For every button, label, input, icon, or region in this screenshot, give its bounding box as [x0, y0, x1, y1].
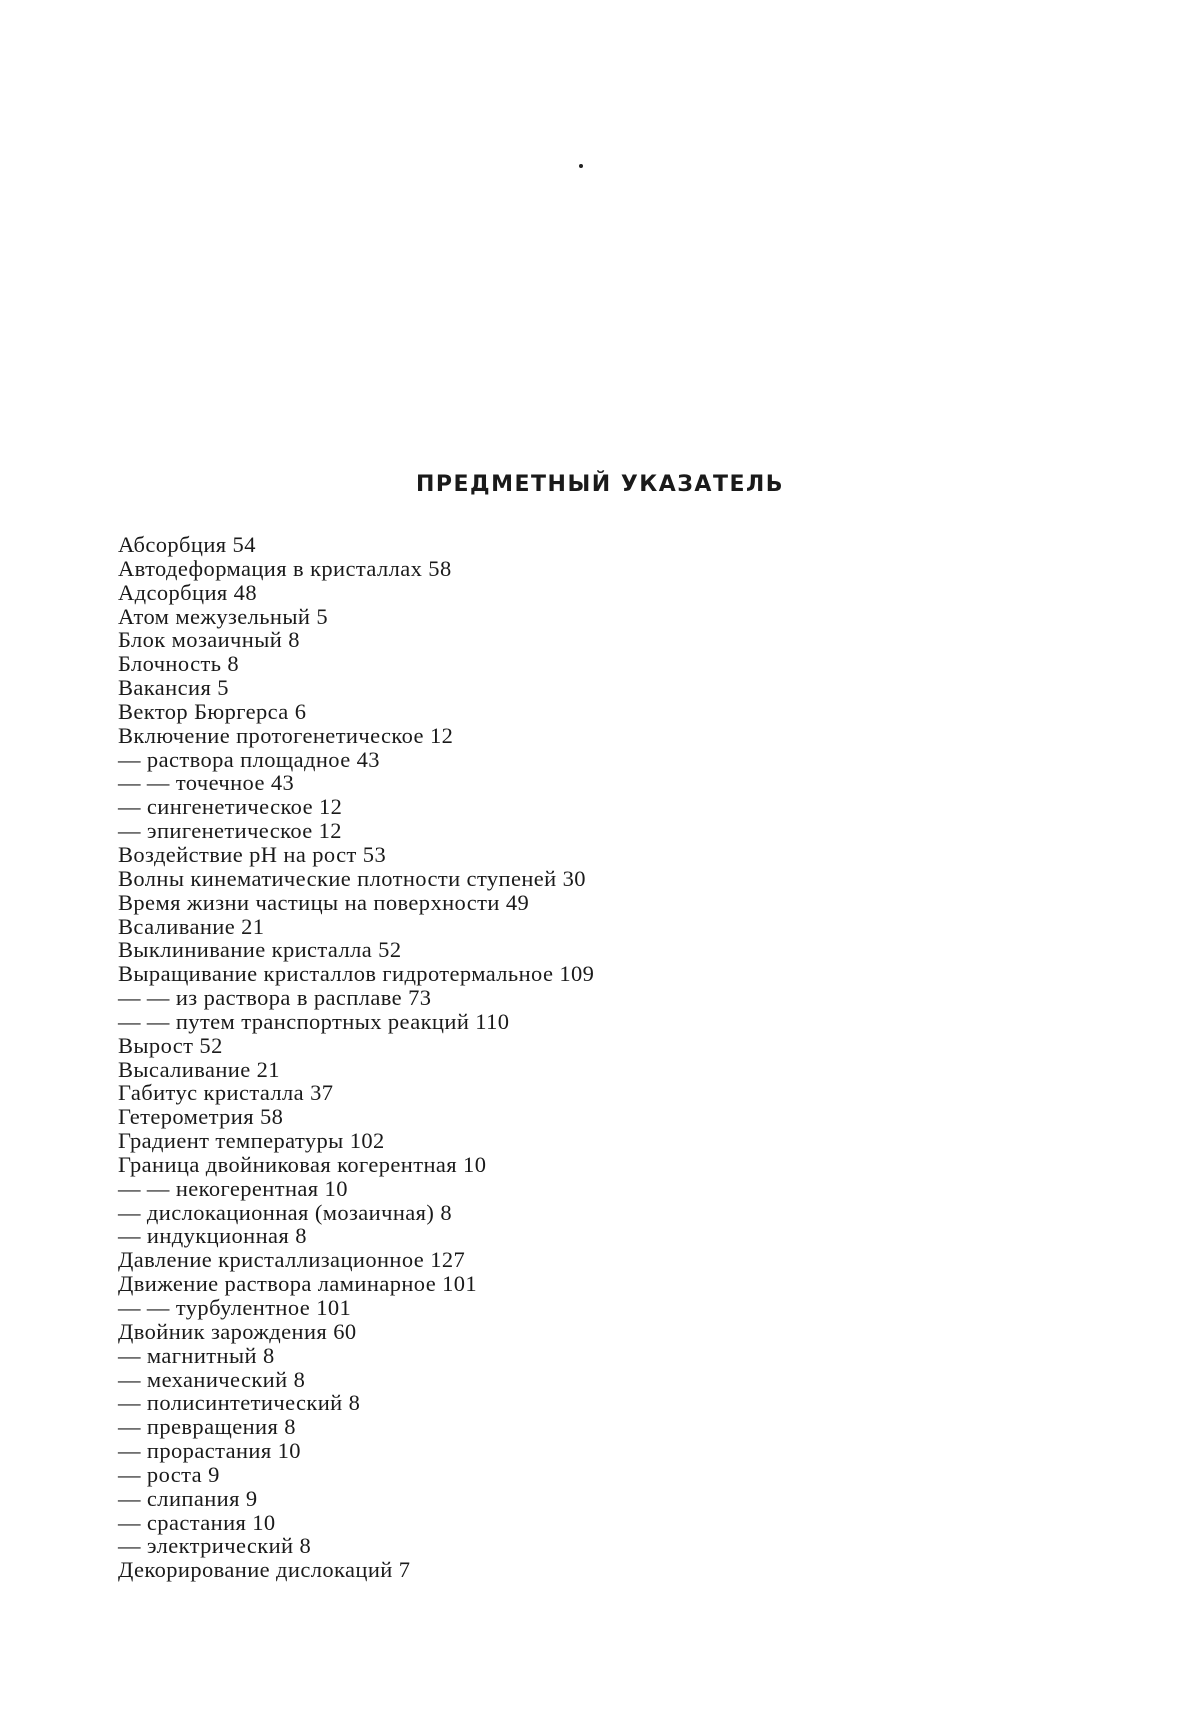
index-entry: Вакансия 5	[118, 675, 229, 701]
index-entry: Абсорбция 54	[118, 532, 256, 557]
index-entry: Габитус кристалла 37	[118, 1080, 334, 1106]
index-entry: Всаливание 21	[118, 913, 265, 939]
index-entry: Двойник зарождения 60	[118, 1318, 357, 1344]
index-entry: Граница двойниковая когерентная 10	[118, 1151, 487, 1177]
index-entry: Время жизни частицы на поверхности 49	[118, 889, 530, 915]
index-entry: — индукционная 8	[118, 1223, 307, 1249]
index-entry: — — путем транспортных реакций 110	[118, 1008, 510, 1034]
index-entry: Воздействие pH на рост 53	[118, 841, 387, 867]
index-entry: Гетерометрия 58	[118, 1104, 284, 1130]
page-title: ПРЕДМЕТНЫЙ УКАЗАТЕЛЬ	[415, 472, 785, 497]
index-entry: Блок мозаичный 8	[118, 627, 300, 653]
index-entry: — дислокационная (мозаичная) 8	[118, 1199, 452, 1225]
index-entry: Высаливание 21	[118, 1056, 280, 1082]
index-entry: — слипания 9	[118, 1485, 258, 1511]
index-entry: Выклинивание кристалла 52	[118, 937, 402, 963]
index-entry: Волны кинематические плотности ступеней 30	[118, 865, 586, 891]
index-entry: Атом межузельный 5	[118, 603, 329, 629]
index-entry: — превращения 8	[118, 1414, 296, 1440]
index-entry: Градиент температуры 102	[118, 1128, 385, 1154]
index-entry: Декорирование дислокаций 7	[118, 1557, 411, 1583]
index-entry: — — некогерентная 10	[118, 1175, 348, 1201]
index-entry: — механический 8	[118, 1366, 306, 1392]
print-speck	[579, 164, 583, 168]
index-entry: Движение раствора ламинарное 101	[118, 1271, 478, 1297]
index-entry: Адсорбция 48	[118, 579, 257, 605]
index-entry: Автодеформация в кристаллах 58	[118, 555, 452, 581]
index-entry: — полисинтетический 8	[118, 1390, 361, 1416]
index-entry: — срастания 10	[118, 1509, 276, 1535]
index-entry: — — турбулентное 101	[118, 1295, 352, 1320]
index-entry: Вектор Бюргерса 6	[118, 698, 307, 724]
index-entry: Блочность 8	[118, 651, 240, 677]
index-entry: — — из раствора в расплаве 73	[118, 985, 432, 1011]
subject-index-list	[118, 533, 594, 1582]
index-entry: — прорастания 10	[118, 1438, 301, 1464]
index-entry: Вырост 52	[118, 1032, 223, 1058]
index-entry: — электрический 8	[118, 1533, 312, 1559]
index-entry: Выращивание кристаллов гидротермальное 109	[118, 961, 595, 987]
index-entry: — роста 9	[118, 1461, 220, 1487]
index-entry: — — точечное 43	[118, 770, 295, 796]
index-entry: — магнитный 8	[118, 1342, 275, 1368]
index-entry: Включение протогенетическое 12	[118, 722, 454, 748]
index-entry: — сингенетическое 12	[118, 794, 343, 820]
index-entry: — раствора площадное 43	[118, 746, 380, 772]
index-entry: — эпигенетическое 12	[118, 818, 342, 844]
index-entry: Давление кристаллизационное 127	[118, 1247, 466, 1273]
